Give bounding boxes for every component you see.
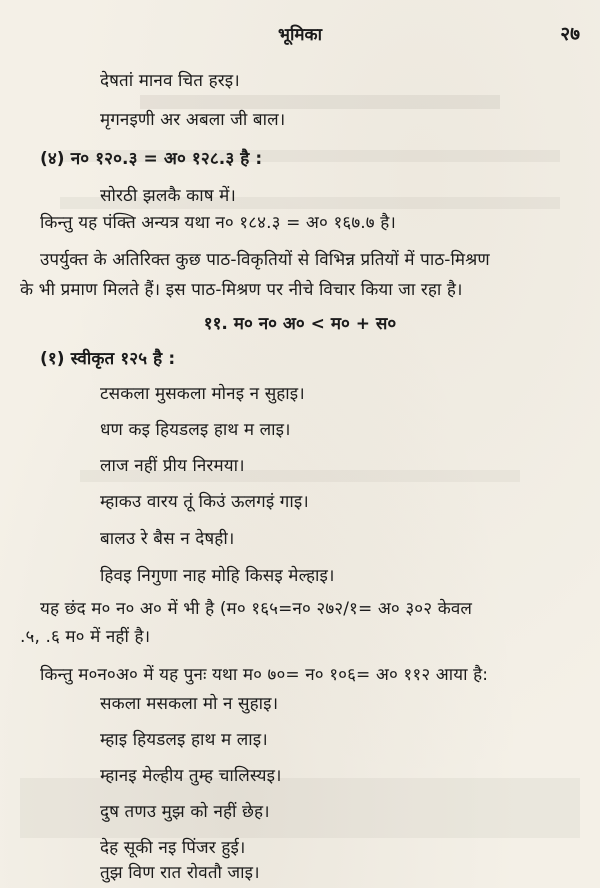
verse-line: लाज नहीं प्रीय निरमया। [100,456,245,476]
section-label: (४) न० १२०.३ = अ० १२८.३ है : [40,149,263,169]
verse-line: देषतां मानव चित हरइ। [100,71,240,91]
verse-line: हिवइ निगुणा नाह मोहि किसइ मेल्हाइ। [100,566,335,586]
page-header-title: भूमिका [278,25,322,45]
verse-line: टसकला मुसकला मोनइ न सुहाइ। [100,384,305,404]
paragraph-line: किन्तु यह पंक्ति अन्यत्र यथा न० १८४.३ = अ० १६७.७ है। [40,213,396,233]
paragraph-line: के भी प्रमाण मिलते हैं। इस पाठ-मिश्रण पर नीचे विचार किया जा रहा है। [20,280,463,300]
paragraph-line: .५, .६ म० में नहीं है। [20,627,151,647]
verse-line: म्हानइ मेल्हीय तुम्ह चालिस्यइ। [100,766,282,786]
verse-line: दुष तणउ मुझ को नहीं छेह। [100,802,270,822]
verse-line: मृगनइणी अर अबला जी बाल। [100,110,286,130]
paragraph-line: यह छंद म० न० अ० में भी है (म० १६५=न० २७२/१= अ० ३०२ केवल [40,599,473,619]
verse-line: बालउ रे बैस न देषही। [100,529,235,549]
verse-line: सोरठी झलकै काष में। [100,186,236,206]
paragraph-line: उपर्युक्त के अतिरिक्त कुछ पाठ-विकृतियों से विभिन्न प्रतियों में पाठ-मिश्रण [40,250,490,270]
section-label: (१) स्वीकृत १२५ है : [40,349,176,369]
section-heading: ११. म० न० अ० < म० + स० [203,314,397,334]
verse-line: म्हाकउ वारय तूं किउं ऊलगइं गाइ। [100,492,309,512]
verse-line: धण कइ हियडलइ हाथ म लाइ। [100,420,291,440]
verse-line: देह सूकी नइ पिंजर हुई। [100,838,246,858]
verse-line: तुझ विण रात रोवतौ जाइ। [100,863,260,883]
paragraph-line: किन्तु म०न०अ० में यह पुनः यथा म० ७०= न० १०६= अ० ११२ आया है: [40,665,489,685]
verse-line: म्हाइ हियडलइ हाथ म लाइ। [100,730,268,750]
page-number: २७ [560,23,580,45]
verse-line: सकला मसकला मो न सुहाइ। [100,694,279,714]
